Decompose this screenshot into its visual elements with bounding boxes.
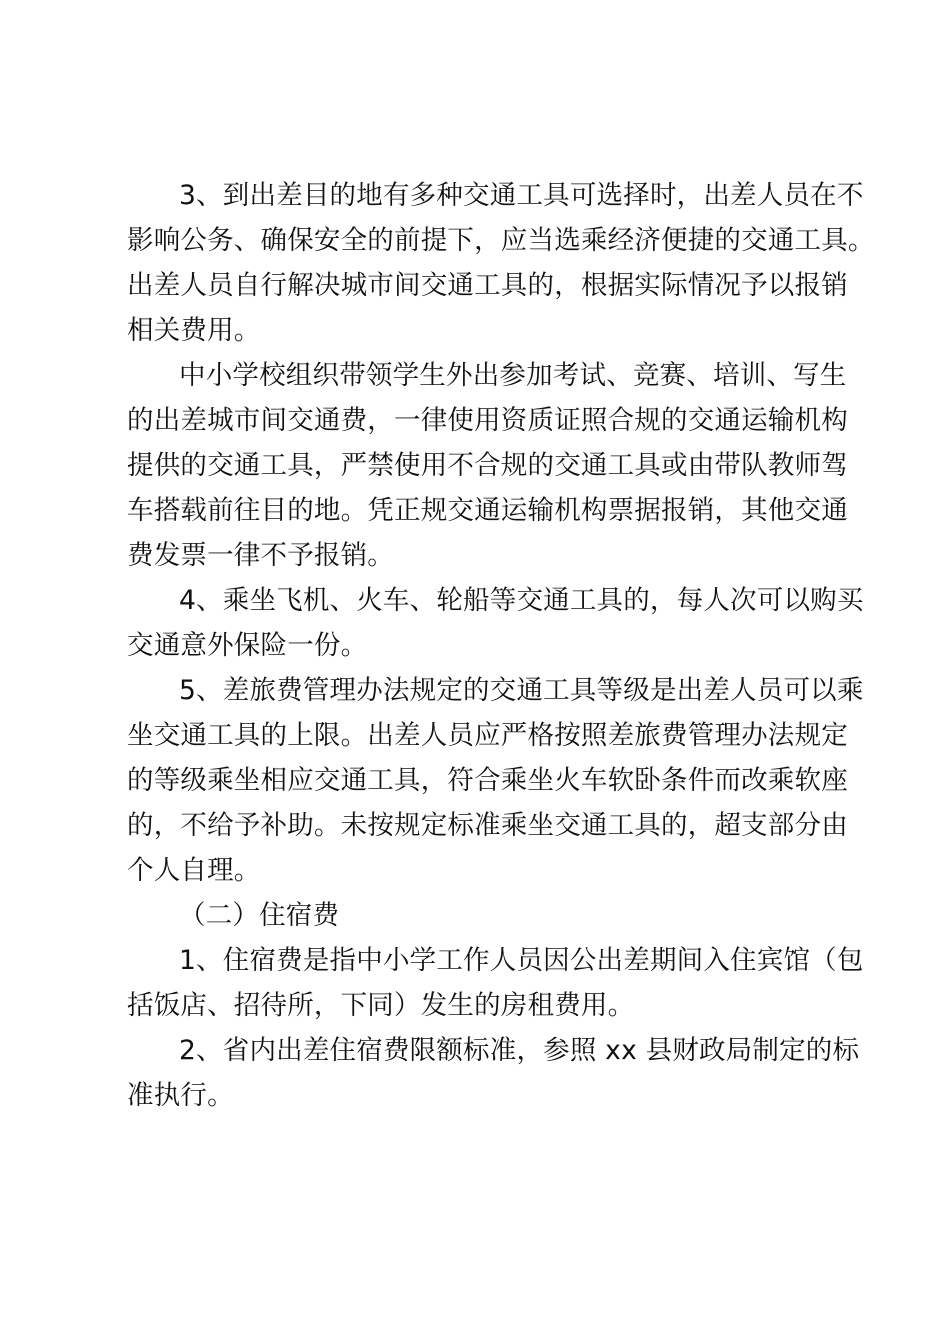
text-line: 的等级乘坐相应交通工具，符合乘坐火车软卧条件而改乘软座 [127, 765, 848, 796]
text-line: 交通意外保险一份。 [127, 630, 368, 661]
text-line: 5、差旅费管理办法规定的交通工具等级是出差人员可以乘 [179, 675, 864, 706]
text-line: 1、住宿费是指中小学工作人员因公出差期间入住宾馆（包 [179, 945, 864, 976]
section-heading: （二）住宿费 [179, 900, 340, 931]
text-line: 准执行。 [127, 1080, 234, 1111]
text-line: 出差人员自行解决城市间交通工具的，根据实际情况予以报销 [127, 270, 848, 301]
text-line: 车搭载前往目的地。凭正规交通运输机构票据报销，其他交通 [127, 495, 848, 526]
text-line: 的出差城市间交通费，一律使用资质证照合规的交通运输机构 [127, 405, 848, 436]
text-line: 费发票一律不予报销。 [127, 540, 394, 571]
text-line: 4、乘坐飞机、火车、轮船等交通工具的，每人次可以购买 [179, 585, 864, 616]
text-line: 3、到出差目的地有多种交通工具可选择时，出差人员在不 [179, 180, 864, 211]
text-line: 个人自理。 [127, 855, 261, 886]
text-line: 相关费用。 [127, 315, 261, 346]
text-line: 的，不给予补助。未按规定标准乘坐交通工具的，超支部分由 [127, 810, 848, 841]
text-line: 提供的交通工具，严禁使用不合规的交通工具或由带队教师驾 [127, 450, 848, 481]
text-line: 中小学校组织带领学生外出参加考试、竞赛、培训、写生 [179, 360, 847, 391]
text-line: 2、省内出差住宿费限额标准，参照 xx 县财政局制定的标 [179, 1035, 860, 1066]
text-line: 影响公务、确保安全的前提下，应当选乘经济便捷的交通工具。 [127, 225, 875, 256]
text-line: 坐交通工具的上限。出差人员应严格按照差旅费管理办法规定 [127, 720, 848, 751]
text-line: 括饭店、招待所，下同）发生的房租费用。 [127, 990, 635, 1021]
